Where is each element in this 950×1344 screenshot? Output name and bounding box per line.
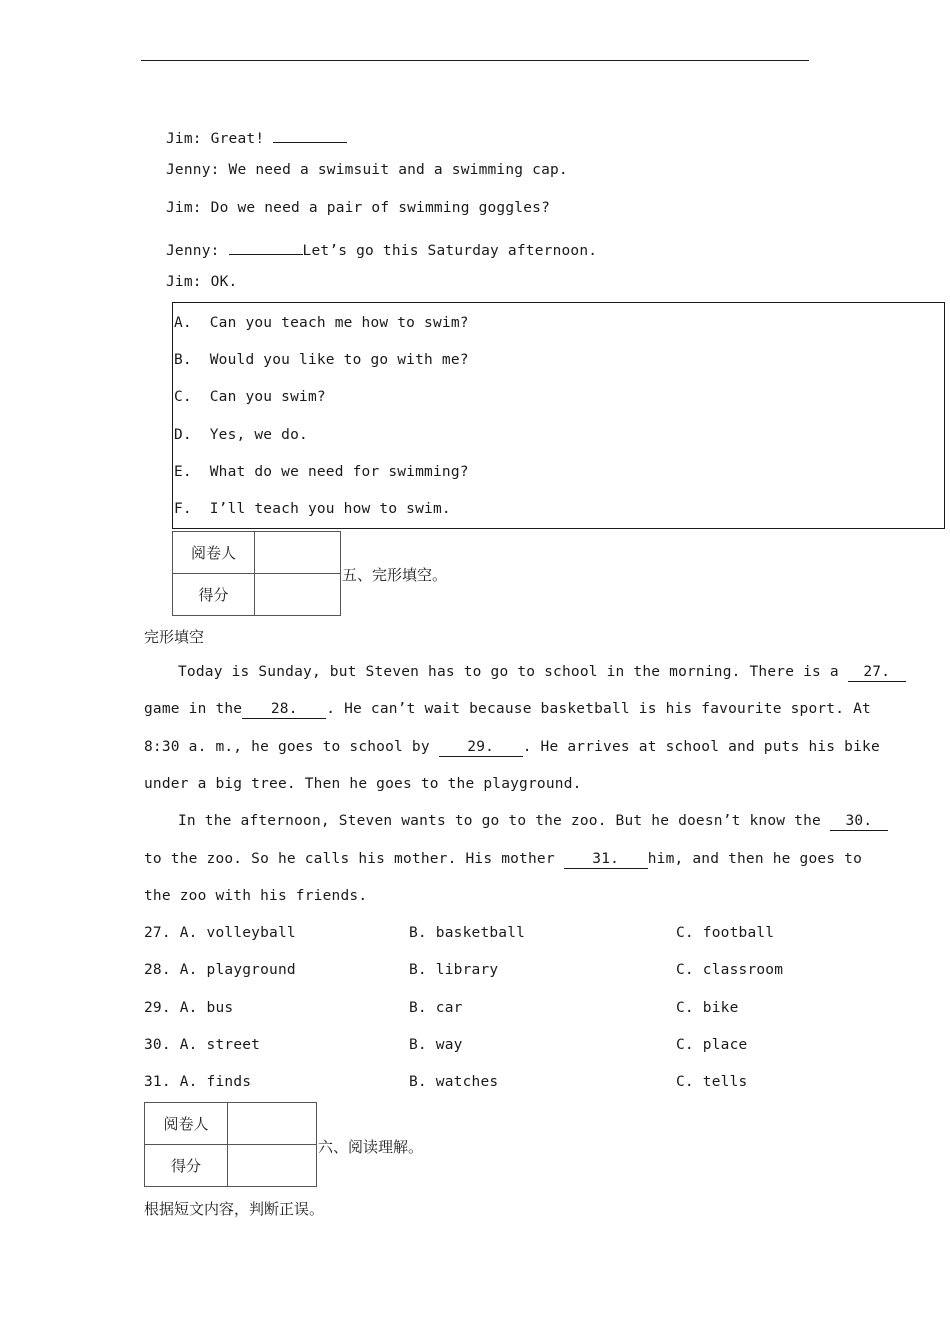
passage-text: . He arrives at school and puts his bike: [522, 739, 880, 755]
blank-29[interactable]: 29.: [439, 739, 523, 757]
speaker: Jim:: [166, 200, 202, 216]
passage-line: [144, 851, 862, 869]
passage-text: game in the: [144, 701, 243, 717]
choice-b[interactable]: B. watches: [409, 1074, 499, 1090]
choice-a[interactable]: A. volleyball: [179, 925, 296, 941]
passage-line: [144, 701, 871, 719]
passage-line: the zoo with his friends.: [144, 888, 368, 904]
choice-b[interactable]: B. basketball: [409, 925, 526, 941]
passage-text: 8:30 a. m., he goes to school by: [144, 739, 439, 755]
section6-title: 六、阅读理解。: [318, 1138, 424, 1156]
speaker: Jenny:: [166, 243, 220, 259]
choice-b[interactable]: B. library: [409, 962, 499, 978]
dialogue-line-1: [166, 125, 347, 147]
choice-a[interactable]: A. bus: [179, 1000, 234, 1016]
passage-text: Today is Sunday, but Steven has to go to school in the morning. There is a: [178, 664, 848, 680]
reviewer-cell[interactable]: [255, 532, 341, 574]
score-cell[interactable]: [255, 574, 341, 616]
passage-line: [178, 813, 888, 831]
header-rule: [141, 60, 809, 61]
speaker: Jim:: [166, 131, 202, 147]
question-28: [144, 962, 296, 978]
option-e: E. What do we need for swimming?: [174, 464, 469, 480]
speaker: Jenny:: [166, 162, 220, 178]
question-number: 27.: [144, 925, 171, 941]
question-number: 29.: [144, 1000, 171, 1016]
section6-instruction: 根据短文内容，判断正误。: [144, 1200, 325, 1218]
option-c: C. Can you swim?: [174, 389, 326, 405]
choice-c[interactable]: C. tells: [676, 1074, 748, 1090]
option-a: A. Can you teach me how to swim?: [174, 315, 469, 331]
choice-b[interactable]: B. car: [409, 1000, 463, 1016]
passage-text: to the zoo. So he calls his mother. His mother: [144, 851, 564, 867]
dialogue-line-3: [166, 200, 550, 216]
score-table-6: [144, 1102, 317, 1187]
choice-a[interactable]: A. street: [179, 1037, 261, 1053]
option-d: D. Yes, we do.: [174, 427, 308, 443]
line-text: We need a swimsuit and a swimming cap.: [228, 162, 568, 178]
choice-c[interactable]: C. bike: [676, 1000, 739, 1016]
question-number: 31.: [144, 1074, 171, 1090]
option-f: F. I’ll teach you how to swim.: [174, 501, 451, 517]
blank-28[interactable]: 28.: [242, 701, 326, 719]
choice-c[interactable]: C. place: [676, 1037, 748, 1053]
dialogue-line-5: [166, 274, 237, 290]
line-text: Let’s go this Saturday afternoon.: [302, 243, 598, 259]
question-29: [144, 1000, 233, 1016]
score-table-5: [172, 531, 341, 616]
passage-line: [178, 664, 906, 682]
reviewer-label: 阅卷人: [173, 532, 255, 574]
choice-a[interactable]: A. playground: [179, 962, 296, 978]
section5-title: 五、完形填空。: [342, 566, 448, 584]
question-31: [144, 1074, 251, 1090]
speaker: Jim:: [166, 274, 202, 290]
line-text: Great!: [210, 131, 274, 147]
answer-blank-2[interactable]: [229, 237, 303, 255]
passage-line: [144, 739, 880, 757]
choice-b[interactable]: B. way: [409, 1037, 463, 1053]
section5-subtitle: 完形填空: [144, 628, 205, 646]
question-number: 30.: [144, 1037, 171, 1053]
passage-text: him, and then he goes to: [647, 851, 863, 867]
question-30: [144, 1037, 260, 1053]
score-cell[interactable]: [228, 1145, 317, 1187]
passage-line: under a big tree. Then he goes to the playground.: [144, 776, 582, 792]
passage-text: In the afternoon, Steven wants to go to the zoo. But he doesn’t know the: [178, 813, 830, 829]
option-b: B. Would you like to go with me?: [174, 352, 469, 368]
passage-text: . He can’t wait because basketball is his favourite sport. At: [326, 701, 871, 717]
line-text: Do we need a pair of swimming goggles?: [210, 200, 551, 216]
score-label: 得分: [173, 574, 255, 616]
choice-c[interactable]: C. football: [676, 925, 775, 941]
score-label: 得分: [145, 1145, 228, 1187]
reviewer-label: 阅卷人: [145, 1103, 228, 1145]
choice-a[interactable]: A. finds: [179, 1074, 252, 1090]
question-27: [144, 925, 296, 941]
blank-31[interactable]: 31.: [564, 851, 648, 869]
blank-27[interactable]: 27.: [848, 664, 906, 682]
choice-c[interactable]: C. classroom: [676, 962, 784, 978]
answer-blank-1[interactable]: [273, 125, 347, 143]
dialogue-line-4: [166, 237, 597, 259]
blank-30[interactable]: 30.: [830, 813, 888, 831]
reviewer-cell[interactable]: [228, 1103, 317, 1145]
line-text: OK.: [210, 274, 238, 290]
dialogue-line-2: [166, 162, 568, 178]
question-number: 28.: [144, 962, 171, 978]
options-box: [172, 302, 945, 529]
